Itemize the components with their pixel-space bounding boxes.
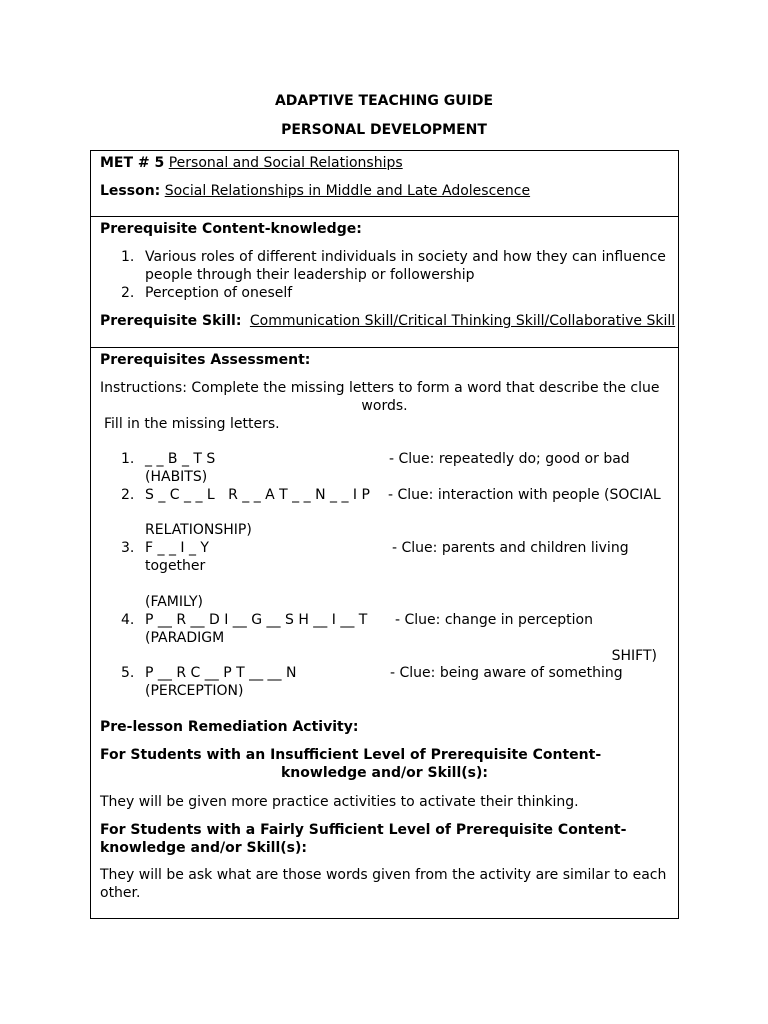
prereq-item-1-line-2: people through their leadership or followership bbox=[145, 267, 475, 283]
prereq-content-cell bbox=[91, 217, 678, 348]
prereq-item-2: Perception of oneself bbox=[145, 285, 293, 301]
puzzle-answer: RELATIONSHIP) bbox=[145, 522, 252, 538]
document-title: ADAPTIVE TEACHING GUIDE bbox=[274, 93, 494, 109]
list-number: 2. bbox=[121, 487, 135, 503]
puzzle-word: P __ R C __ P T __ __ N bbox=[145, 665, 297, 681]
fair-text-line-2: other. bbox=[100, 885, 141, 901]
assessment-cell bbox=[91, 348, 678, 918]
guide-table bbox=[90, 150, 679, 919]
fair-heading-line-1: For Students with a Fairly Sufficient Level of Prerequisite Content- bbox=[100, 822, 627, 838]
list-number: 5. bbox=[121, 665, 135, 681]
instructions-line-1: Instructions: Complete the missing letters to form a word that describe the clue bbox=[100, 380, 660, 396]
met-value: Personal and Social Relationships bbox=[168, 155, 403, 171]
list-number: 2. bbox=[121, 285, 135, 301]
lesson-label: Lesson: bbox=[100, 183, 161, 199]
prereq-skill-line bbox=[100, 312, 676, 330]
lesson-value: Social Relationships in Middle and Late Adolescence bbox=[164, 183, 531, 199]
list-number: 1. bbox=[121, 451, 135, 467]
met-cell bbox=[91, 151, 678, 217]
document-subtitle: PERSONAL DEVELOPMENT bbox=[281, 122, 487, 138]
prereq-item-1-line-1: Various roles of different individuals in society and how they can influence bbox=[145, 249, 666, 265]
list-number: 1. bbox=[121, 249, 135, 265]
puzzle-answer-continued: SHIFT) bbox=[611, 648, 657, 664]
puzzle-answer: (PERCEPTION) bbox=[145, 683, 244, 699]
fill-in-instruction: Fill in the missing letters. bbox=[104, 416, 280, 432]
lesson-line bbox=[100, 182, 670, 200]
puzzle-word: S _ C _ _ L R _ _ A T _ _ N _ _ I P bbox=[145, 487, 370, 503]
puzzle-word: _ _ B _ T S bbox=[145, 451, 216, 467]
puzzle-clue: - Clue: change in perception bbox=[395, 612, 593, 628]
puzzle-answer: (PARADIGM bbox=[145, 630, 225, 646]
list-number: 3. bbox=[121, 540, 135, 556]
assessment-heading: Prerequisites Assessment: bbox=[100, 352, 311, 368]
puzzle-word: P __ R __ D I __ G __ S H __ I __ T bbox=[145, 612, 368, 628]
insufficient-heading-line-1: For Students with an Insufficient Level of Prerequisite Content- bbox=[100, 747, 602, 763]
fair-heading-line-2: knowledge and/or Skill(s): bbox=[100, 840, 307, 856]
remediation-heading: Pre-lesson Remediation Activity: bbox=[100, 719, 359, 735]
prereq-skill-value: Communication Skill/Critical Thinking Skill/Collaborative Skill bbox=[249, 313, 676, 329]
insufficient-heading-line-2: knowledge and/or Skill(s): bbox=[281, 765, 488, 781]
insufficient-text: They will be given more practice activities to activate their thinking. bbox=[100, 794, 579, 810]
puzzle-clue: - Clue: parents and children living bbox=[392, 540, 629, 556]
puzzle-answer: (HABITS) bbox=[145, 469, 208, 485]
fair-text-line-1: They will be ask what are those words given from the activity are similar to each bbox=[100, 867, 667, 883]
puzzle-clue-continued: together bbox=[145, 558, 206, 574]
met-label: MET # 5 bbox=[100, 155, 165, 171]
puzzle-clue: - Clue: repeatedly do; good or bad bbox=[389, 451, 630, 467]
list-number: 4. bbox=[121, 612, 135, 628]
puzzle-answer: (FAMILY) bbox=[145, 594, 203, 610]
prereq-content-heading: Prerequisite Content-knowledge: bbox=[100, 221, 362, 237]
puzzle-clue: - Clue: being aware of something bbox=[390, 665, 623, 681]
met-line bbox=[100, 154, 670, 172]
puzzle-word: F _ _ I _ Y bbox=[145, 540, 209, 556]
prereq-skill-label: Prerequisite Skill: bbox=[100, 313, 242, 329]
puzzle-clue: - Clue: interaction with people (SOCIAL bbox=[388, 487, 661, 503]
instructions-line-2: words. bbox=[361, 398, 408, 414]
